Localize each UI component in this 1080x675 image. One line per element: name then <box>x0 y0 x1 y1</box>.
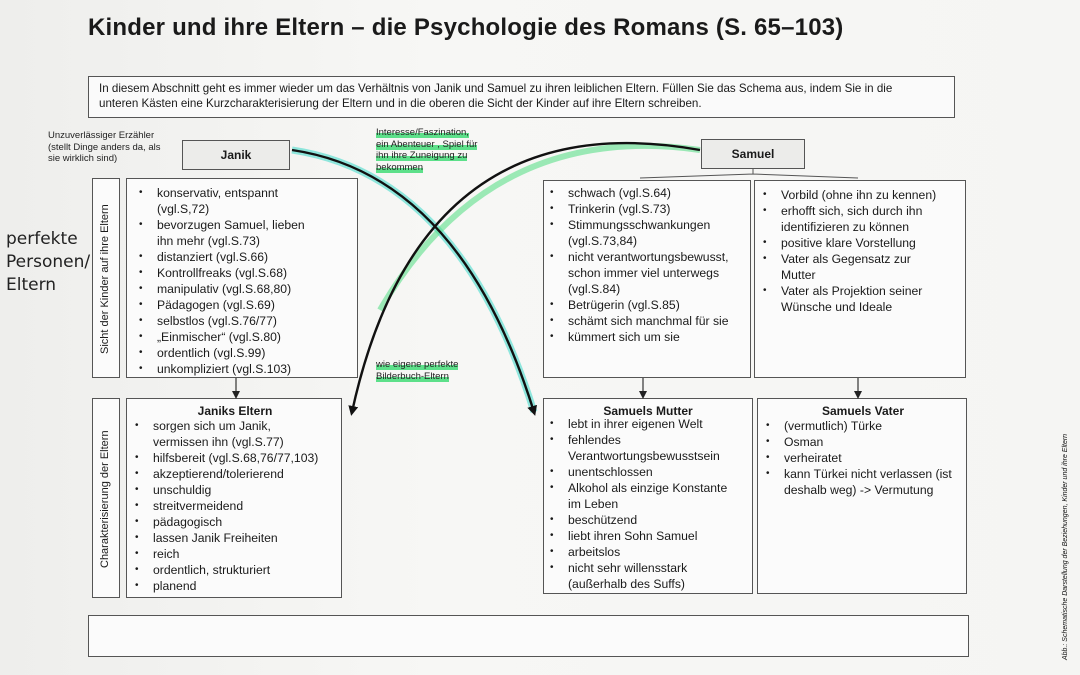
list-item: • Osman <box>762 434 964 450</box>
list-item: • lassen Janik Freiheiten <box>131 530 339 546</box>
note-line: ihn ihre Zuneigung zu <box>376 150 468 161</box>
handwritten-line: perfekte <box>6 229 78 249</box>
list-item: • Trinkerin (vgl.S.73) <box>546 201 748 217</box>
list-item: • hilfsbereit (vgl.S.68,76/77,103) <box>131 450 339 466</box>
list-item: schon immer viel unterwegs <box>568 266 720 280</box>
list-item: • manipulativ (vgl.S.68,80) <box>135 281 353 297</box>
list-item: • Betrügerin (vgl.S.85) <box>546 297 748 313</box>
highlight-glow-samuel <box>380 146 700 310</box>
list-item: identifizieren zu können <box>781 220 910 234</box>
list-item: • Kontrollfreaks (vgl.S.68) <box>135 265 353 281</box>
samuel-connector <box>640 169 858 178</box>
list-item: • fehlendes <box>546 432 750 448</box>
list-item: • distanziert (vgl.S.66) <box>135 249 353 265</box>
handwritten-line: Eltern <box>6 275 57 295</box>
list-item: • Alkohol als einzige Konstante <box>546 480 750 496</box>
note-line: ein Abenteuer , Spiel für <box>376 138 478 150</box>
row-label-bottom: Charakterisierung der Eltern <box>99 430 111 568</box>
list-item: • schämt sich manchmal für sie <box>546 313 748 329</box>
list-item: • sorgen sich um Janik, <box>131 418 339 434</box>
row-label-top: Sicht der Kinder auf ihre Eltern <box>99 204 111 354</box>
instructions-line-2: unteren Kästen eine Kurzcharakterisierung der Eltern und in die oberen die Sicht der Kinder auf ihre Eltern schreiben. <box>99 97 702 110</box>
list-item: deshalb weg) -> Vermutung <box>784 483 934 497</box>
list-item: • konservativ, entspannt <box>135 185 353 201</box>
list-item: • kann Türkei nicht verlassen (ist <box>762 466 964 482</box>
list-item: • nicht verantwortungsbewusst, <box>546 249 748 265</box>
list-item: • lebt in ihrer eigenen Welt <box>546 416 750 432</box>
list-item: • reich <box>131 546 339 562</box>
handwritten-line: Personen/ <box>6 252 91 272</box>
list-item: im Leben <box>568 497 619 511</box>
note-line: (stellt Dinge anders da, als <box>48 141 161 153</box>
list-item: • akzeptierend/tolerierend <box>131 466 339 482</box>
side-caption-text: Abb.: Schematische Darstellung der Beziehungen, Kinder und ihre Eltern <box>1062 433 1069 660</box>
list-item: (außerhalb des Suffs) <box>568 577 685 591</box>
note-line: Unzuverlässiger Erzähler <box>48 130 155 141</box>
samuel-father-heading: Samuels Vater <box>821 404 905 418</box>
list-item: • verheiratet <box>762 450 964 466</box>
list-item: • unentschlossen <box>546 464 750 480</box>
list-item: Wünsche und Ideale <box>781 300 893 314</box>
list-item: • liebt ihren Sohn Samuel <box>546 528 750 544</box>
list-item: Verantwortungsbewusstsein <box>568 449 720 463</box>
note-line: Bilderbuch-Eltern <box>376 370 449 382</box>
list-item: • selbstlos (vgl.S.76/77) <box>135 313 353 329</box>
list-item: • bevorzugen Samuel, lieben <box>135 217 353 233</box>
list-item: • beschützend <box>546 512 750 528</box>
instructions-line-1: In diesem Abschnitt geht es immer wieder um das Verhältnis von Janik und Samuel zu ihren leiblichen Eltern. Füllen Sie das Schema aus, indem Sie in die <box>99 82 893 95</box>
list-item: • schwach (vgl.S.64) <box>546 185 748 201</box>
list-item: • planend <box>131 578 339 594</box>
list-item: (vgl.S,72) <box>157 202 210 216</box>
list-item: • Pädagogen (vgl.S.69) <box>135 297 353 313</box>
list-item: • Stimmungsschwankungen <box>546 217 748 233</box>
list-item: • unkompliziert (vgl.S.103) <box>135 361 353 377</box>
arrow-janik-to-samuel-mother <box>292 150 534 412</box>
note-line: wie eigene perfekte <box>376 359 459 370</box>
note-line: sie wirklich sind) <box>48 153 118 164</box>
page-title: Kinder und ihre Eltern – die Psychologie des Romans (S. 65–103) <box>88 14 844 41</box>
list-item: • arbeitslos <box>546 544 750 560</box>
list-item: • streitvermeidend <box>131 498 339 514</box>
list-item: • ordentlich, strukturiert <box>131 562 339 578</box>
list-item: Mutter <box>781 268 816 282</box>
list-item: (vgl.S.84) <box>568 282 621 296</box>
list-item: • nicht sehr willensstark <box>546 560 750 576</box>
side-caption <box>1062 350 1080 670</box>
list-item: vermissen ihn (vgl.S.77) <box>153 435 284 449</box>
list-item: • positive klare Vorstellung <box>759 235 963 251</box>
list-item: • erhofft sich, sich durch ihn <box>759 203 963 219</box>
janik-parents-heading: Janiks Eltern <box>197 404 273 418</box>
list-item: • Vorbild (ohne ihn zu kennen) <box>759 187 963 203</box>
list-item: • „Einmischer“ (vgl.S.80) <box>135 329 353 345</box>
samuel-label: Samuel <box>731 147 775 161</box>
list-item: • kümmert sich um sie <box>546 329 748 345</box>
list-item: • (vermutlich) Türke <box>762 418 964 434</box>
list-item: • Vater als Projektion seiner <box>759 283 963 299</box>
note-line: Interesse/Faszination, <box>376 127 469 138</box>
list-item: • Vater als Gegensatz zur <box>759 251 963 267</box>
list-item: • pädagogisch <box>131 514 339 530</box>
list-item: (vgl.S.73,84) <box>568 234 638 248</box>
list-item: • unschuldig <box>131 482 339 498</box>
janik-label: Janik <box>220 148 252 162</box>
list-item: • ordentlich (vgl.S.99) <box>135 345 353 361</box>
highlight-glow-janik <box>292 150 534 412</box>
list-item: ihn mehr (vgl.S.73) <box>157 234 260 248</box>
note-line: bekommen <box>376 161 423 173</box>
samuel-mother-heading: Samuels Mutter <box>603 404 693 418</box>
